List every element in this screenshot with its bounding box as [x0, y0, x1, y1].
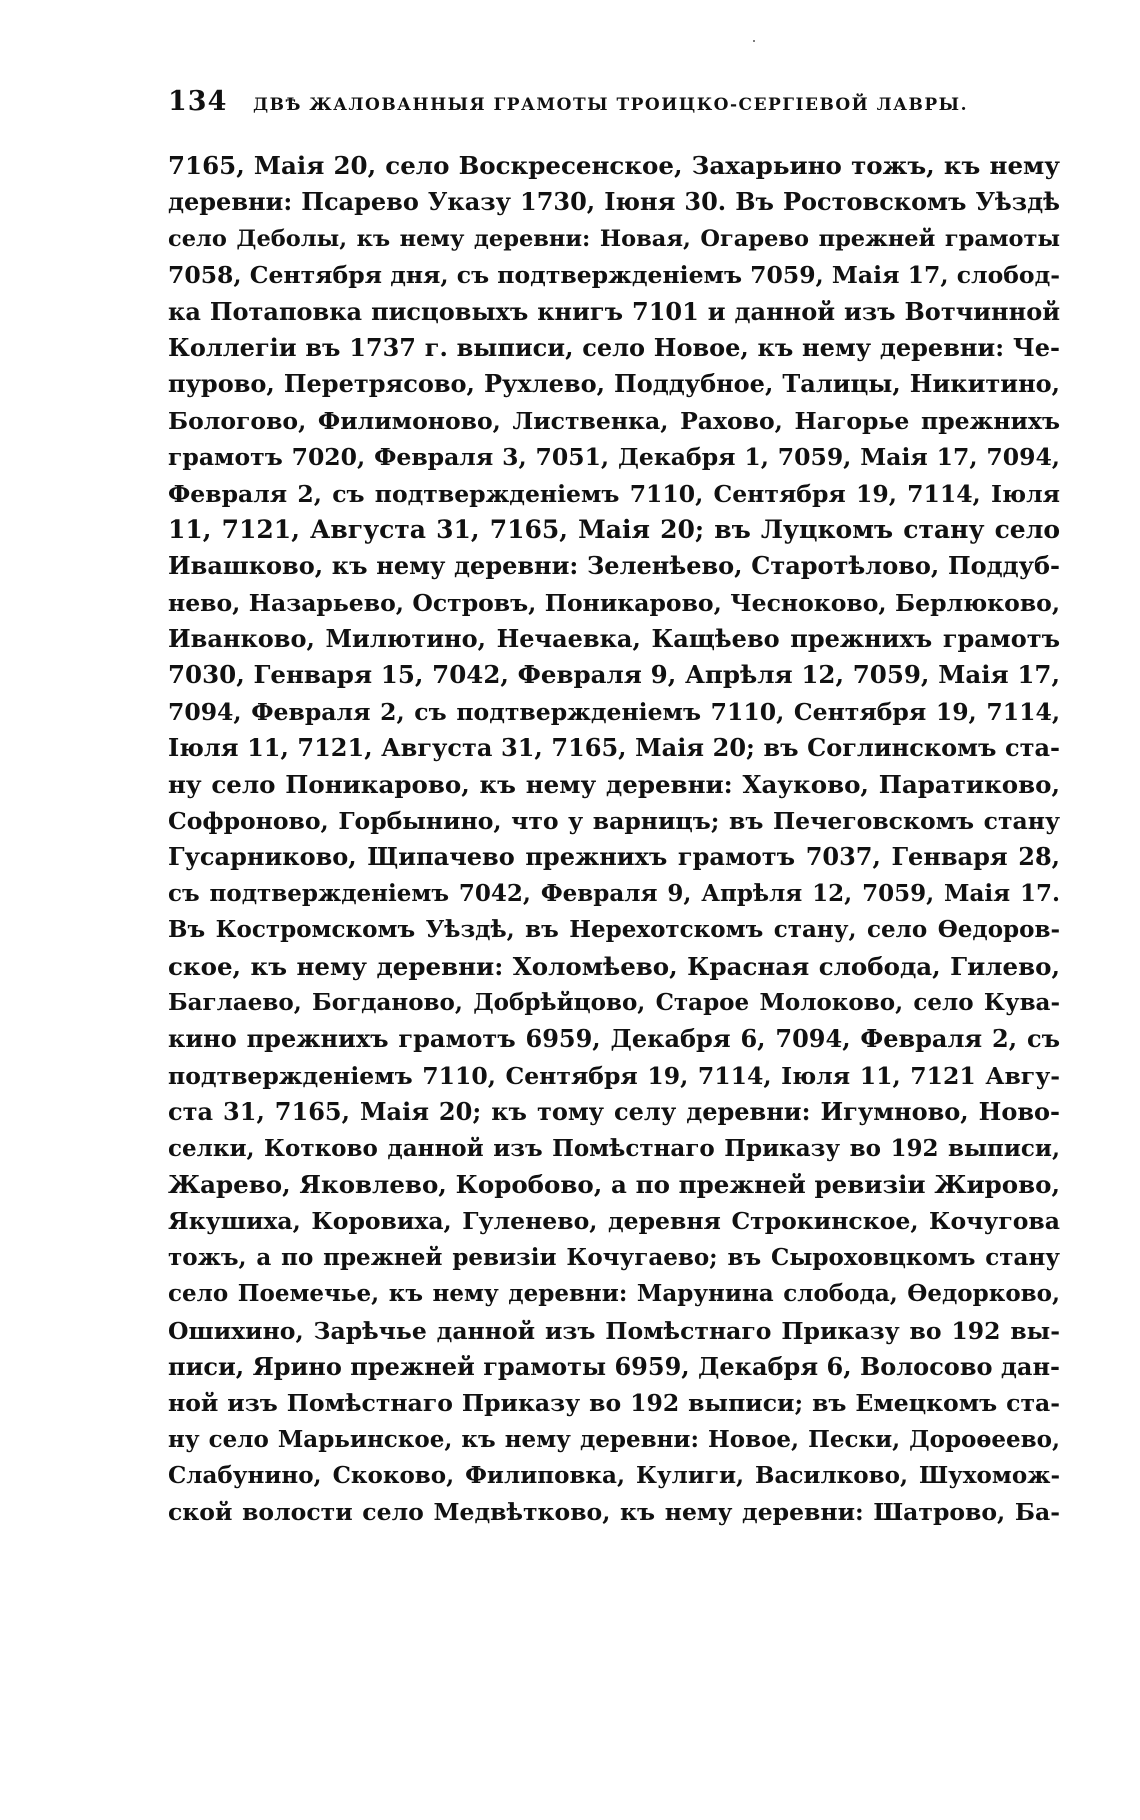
text-line: ка Потаповка писцовыхъ книгъ 7101 и данной изъ Вотчинной	[168, 296, 1060, 326]
body-text	[168, 148, 1060, 1531]
text-line: 7165, Мaія 20, село Воскресенское, Захарьино тожъ, къ нему	[168, 151, 1060, 180]
text-line: 7030, Генваря 15, 7042, Февраля 9, Апрѣля 12, 7059, Мaія 17,	[168, 660, 1060, 690]
running-title: ДВѢ ЖАЛОВАННЫЯ ГРАМОТЫ ТРОИЦКО-СЕРГІЕВОЙ ЛАВРЫ.	[252, 95, 968, 115]
text-line: тожъ, а по прежней ревизіи Кочугаево; въ Сыроховцкомъ стану	[168, 1243, 1060, 1271]
text-line: Иванково, Милютино, Нечаевка, Кащѣево прежнихъ грамотъ	[168, 624, 1060, 654]
text-line: съ подтвержденіемъ 7042, Февраля 9, Апрѣля 12, 7059, Мaія 17.	[168, 879, 1060, 907]
text-line: Ивашково, къ нему деревни: Зеленѣево, Старотѣлово, Поддуб-	[168, 551, 1060, 581]
text-line: подтвержденіемъ 7110, Сентября 19, 7114, Іюля 11, 7121 Авгу-	[168, 1061, 1060, 1090]
text-line: деревни: Псарево Указу 1730, Іюня 30. Въ Ростовскомъ Уѣздѣ	[168, 187, 1060, 217]
text-line: Іюля 11, 7121, Августа 31, 7165, Мaія 20; въ Соглинскомъ ста-	[168, 733, 1060, 763]
text-line: Слабунино, Скоково, Филиповка, Кулиги, Василково, Шухомож-	[168, 1462, 1060, 1490]
page-number: 134	[168, 86, 228, 117]
text-line: Гусарниково, Щипачево прежнихъ грамотъ 7037, Генваря 28,	[168, 842, 1060, 872]
running-head	[168, 86, 968, 126]
text-line: грамотъ 7020, Февраля 3, 7051, Декабря 1, 7059, Мaія 17, 7094,	[168, 443, 1060, 472]
text-line: нево, Назарьево, Островъ, Поникарово, Чесноково, Берлюково,	[168, 588, 1060, 617]
text-line: 11, 7121, Августа 31, 7165, Мaія 20; въ Луцкомъ стану село	[168, 514, 1060, 544]
text-line: Февраля 2, съ подтвержденіемъ 7110, Сентября 19, 7114, Іюля	[168, 479, 1060, 508]
text-line: 7058, Сентября дня, съ подтвержденіемъ 7059, Мaія 17, слобод-	[168, 261, 1060, 290]
print-speck	[753, 40, 755, 42]
text-line: ну село Марьинское, къ нему деревни: Новое, Пески, Дороѳеево,	[168, 1425, 1060, 1453]
text-line: село Поемечье, къ нему деревни: Марунина слобода, Өедорково,	[168, 1280, 1060, 1308]
text-line: пурово, Перетрясово, Рухлево, Поддубное, Талицы, Никитино,	[168, 369, 1060, 399]
text-line: Въ Костромскомъ Уѣздѣ, въ Нерехотскомъ стану, село Өедоров-	[168, 916, 1060, 944]
text-line: Ошихино, Зарѣчье данной изъ Помѣстнаго Приказу во 192 вы-	[168, 1316, 1060, 1345]
text-line: писи, Ярино прежней грамоты 6959, Декабря 6, Волосово дан-	[168, 1351, 1060, 1381]
text-line: Якушиха, Коровиха, Гуленево, деревня Строкинское, Кочугова	[168, 1207, 1060, 1236]
text-line: селки, Котково данной изъ Помѣстнаго Приказу во 192 выписи,	[168, 1134, 1060, 1162]
text-line: ну село Поникарово, къ нему деревни: Хауково, Паратиково,	[168, 769, 1060, 799]
text-line: ста 31, 7165, Мaія 20; къ тому селу деревни: Игумново, Ново-	[168, 1097, 1060, 1127]
text-line: ской волости село Медвѣтково, къ нему деревни: Шатрово, Ба-	[168, 1498, 1060, 1527]
text-line: село Деболы, къ нему деревни: Новая, Огарево прежней грамоты	[168, 225, 1060, 252]
text-line: ной изъ Помѣстнаго Приказу во 192 выписи; въ Емецкомъ ста-	[168, 1389, 1060, 1418]
text-line: Бологово, Филимоново, Лиственка, Рахово, Нагорье прежнихъ	[168, 406, 1060, 435]
text-line: Коллегіи въ 1737 г. выписи, село Новое, къ нему деревни: Че-	[168, 332, 1060, 362]
text-line: кино прежнихъ грамотъ 6959, Декабря 6, 7094, Февраля 2, съ	[168, 1024, 1060, 1054]
text-line: 7094, Февраля 2, съ подтвержденіемъ 7110, Сентября 19, 7114,	[168, 697, 1060, 726]
text-line: Софроново, Горбынино, что у варницъ; въ Печеговскомъ стану	[168, 807, 1060, 836]
text-line: ское, къ нему деревни: Холомѣево, Красная слобода, Гилево,	[168, 951, 1060, 981]
text-line: Баглаево, Богданово, Добрѣйцово, Старое Молоково, село Кува-	[168, 988, 1060, 1016]
text-line: Жарево, Яковлево, Коробово, а по прежней ревизіи Жирово,	[168, 1169, 1060, 1199]
